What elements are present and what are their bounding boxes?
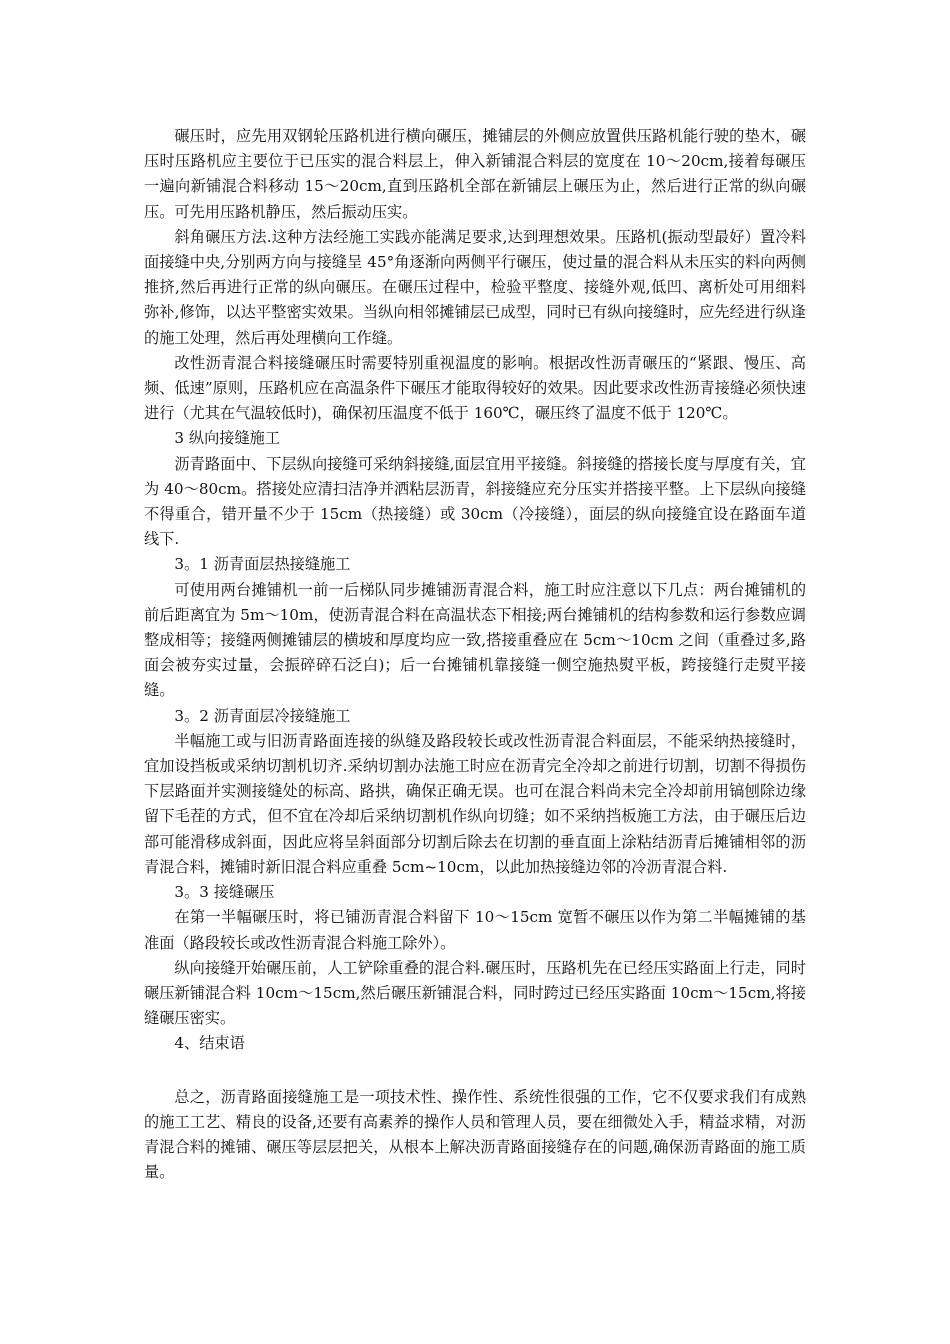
- paragraph-cold-joint: 半幅施工或与旧沥青路面连接的纵缝及路段较长或改性沥青混合料面层，不能采纳热接缝时，宜加设挡板或采纳切割机切齐.采纳切割办法施工时应在沥青完全冷却之前进行切割，切割不得损伤下层路面并实测接缝处的标高、路拱，确保正确无误。也可在混合料尚未完全冷却前用镐刨除边缘留下毛茬的方式，但不宜在冷却后采纳切割机作纵向切缝；如不采纳挡板施工方法，由于碾压后边部可能滑移成斜面，因此应将呈斜面部分切割后除去在切割的垂直面上涂粘结沥青后摊铺相邻的沥青混合料，摊铺时新旧混合料应重叠 5cm~10cm，以此加热接缝边邻的冷沥青混合料.: [144, 731, 806, 876]
- paragraph-longitudinal-joint: 沥青路面中、下层纵向接缝可采纳斜接缝,面层宜用平接缝。斜接缝的搭接长度与厚度有关，宜为 40～80cm。搭接处应清扫洁净并洒粘层沥青，斜接缝应充分压实并搭接平整。上下层纵向接缝不得重合，错开量不少于 15cm（热接缝）或 30cm（冷接缝），面层的纵向接缝宜设在路面车道线下.: [144, 454, 806, 549]
- paragraph-hot-joint: 可使用两台摊铺机一前一后梯队同步摊铺沥青混合料，施工时应注意以下几点：两台摊铺机的前后距离宜为 5m～10m，使沥青混合料在高温状态下相接;两台摊铺机的结构参数和运行参数应调整成相等；接缝两侧摊铺层的横坡和厚度均应一致,搭接重叠应在 5cm～10cm 之间（重叠过多,路面会被夯实过量，会振碎碎石泛白)；后一台摊铺机靠接缝一侧空施热熨平板，跨接缝行走熨平接缝。: [144, 580, 806, 700]
- paragraph-longitudinal-rolling: 纵向接缝开始碾压前，人工铲除重叠的混合料.碾压时，压路机先在已经压实路面上行走，同时碾压新铺混合料 10cm～15cm,然后碾压新铺混合料，同时跨过已经压实路面 10cm～15cm,将接缝碾压密实。: [144, 958, 806, 1028]
- paragraph-conclusion: 总之，沥青路面接缝施工是一项技术性、操作性、系统性很强的工作，它不仅要求我们有成熟的施工工艺、精良的设备,还要有高素养的操作人员和管理人员，要在细微处入手，精益求精，对沥青混合料的摊铺、碾压等层层把关，从根本上解决沥青路面接缝存在的问题,确保沥青路面的施工质量。: [144, 1087, 806, 1182]
- heading-joint-rolling: 3。3 接缝碾压: [174, 883, 275, 902]
- heading-cold-joint: 3。2 沥青面层冷接缝施工: [174, 706, 351, 725]
- heading-longitudinal-joint: 3 纵向接缝施工: [174, 429, 281, 448]
- paragraph-rolling-sequence: 碾压时，应先用双钢轮压路机进行横向碾压，摊铺层的外侧应放置供压路机能行驶的垫木，碾压时压路机应主要位于已压实的混合料层上，伸入新铺混合料层的宽度在 10～20cm,接着每碾压一遍向新铺混合料移动 15～20cm,直到压路机全部在新铺层上碾压为止，然后进行正常的纵向碾压。可先用压路机静压，然后振动压实。: [144, 127, 806, 221]
- paragraph-diagonal-rolling: 斜角碾压方法.这种方法经施工实践亦能满足要求,达到理想效果。压路机(振动型最好）置冷料面接缝中央,分别两方向与接缝呈 45°角逐渐向两侧平行碾压，使过量的混合料从未压实的料向两侧推挤,然后再进行正常的纵向碾压。在碾压过程中，检验平整度、接缝外观,低凹、离析处可用细料弥补,修饰，以达平整密实效果。当纵向相邻摊铺层已成型，同时已有纵向接缝时，应先经进行纵逢的施工处理，然后再处理横向工作缝。: [144, 227, 806, 347]
- heading-hot-joint: 3。1 沥青面层热接缝施工: [174, 555, 351, 574]
- paragraph-first-half-rolling: 在第一半幅碾压时，将已铺沥青混合料留下 10～15cm 宽暂不碾压以作为第二半幅摊铺的基准面（路段较长或改性沥青混合料施工除外）。: [144, 908, 806, 952]
- paragraph-modified-asphalt-temperature: 改性沥青混合料接缝碾压时需要特别重视温度的影响。根据改性沥青碾压的“紧跟、慢压、高频、低速”原则，压路机应在高温条件下碾压才能取得较好的效果。因此要求改性沥青接缝必须快速进行（尤其在气温较低时)，确保初压温度不低于 160℃，碾压终了温度不低于 120℃。: [144, 353, 806, 423]
- heading-conclusion: 4、结束语: [174, 1034, 245, 1053]
- document-body: [144, 124, 806, 1185]
- blank-line: [144, 1057, 806, 1085]
